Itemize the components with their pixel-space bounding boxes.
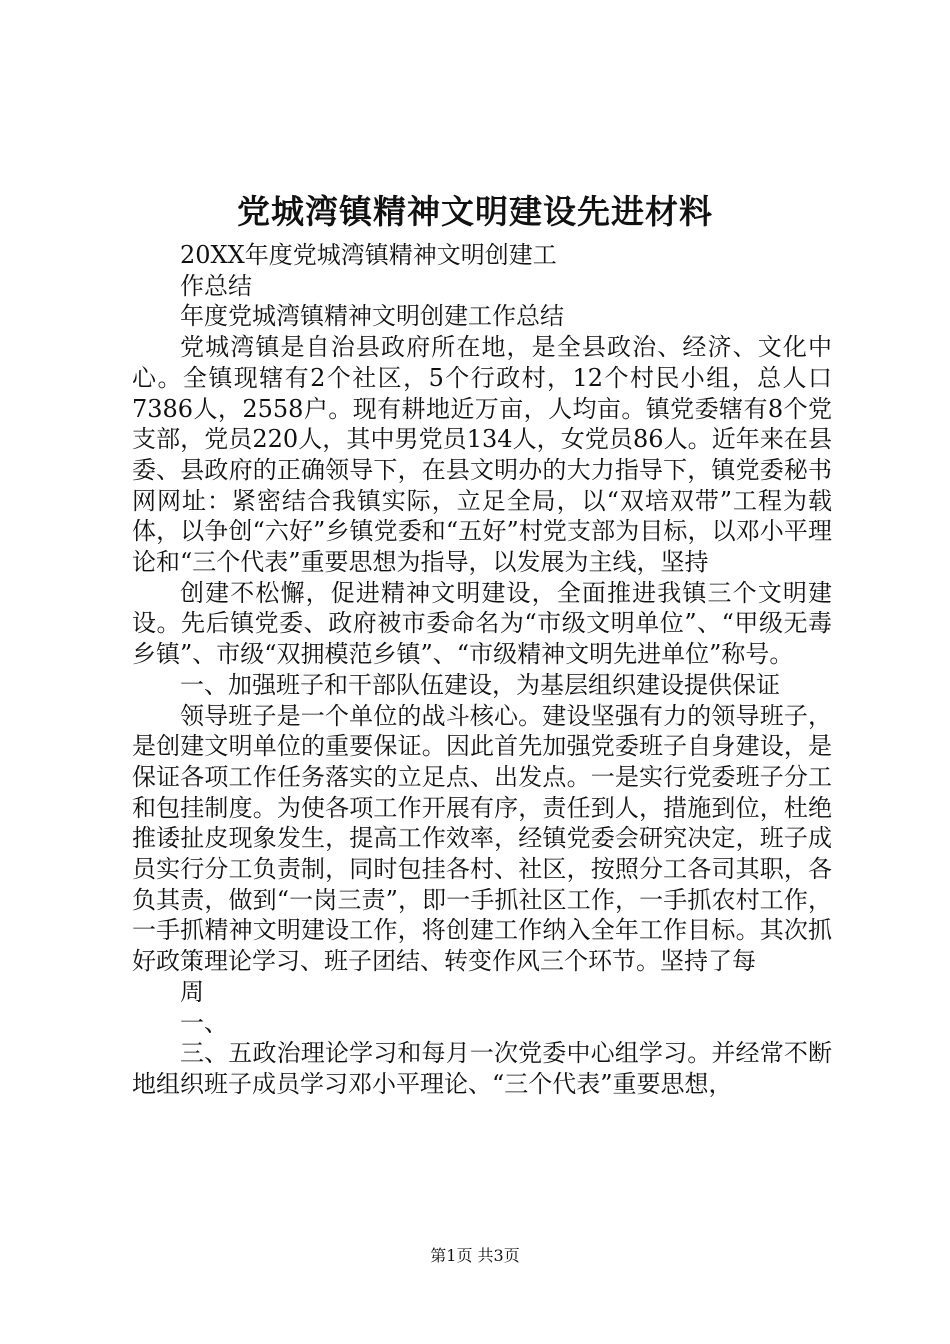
paragraph: 年度党城湾镇精神文明创建工作总结 [180, 302, 564, 331]
paragraph: 创建不松懈，促进精神文明建设，全面推进我镇三个文明建设。先后镇党委、政府被市委命名为“市级文明单位”、“甲级无毒乡镇”、市级“双拥模范乡镇”、“市级精神文明先进单位”称号。 [132, 578, 832, 669]
paragraph: 一、 [180, 1008, 228, 1037]
document-title: 党城湾镇精神文明建设先进材料 [237, 192, 713, 231]
paragraph: 党城湾镇是自治县政府所在地，是全县政治、经济、文化中心。全镇现辖有2个社区，5个行政村，12个村民小组，总人口7386人，2558户。现有耕地近万亩，人均亩。镇党委辖有8个党支部，党员220人，其中男党员134人，女党员86人。近年来在县委、县政府的正确领导下，在县文明办的大力指导下，镇党委秘书网网址：紧密结合我镇实际，立足全局，以“双培双带”工程为载体，以争创“六好”乡镇党委和“五好”村党支部为目标，以邓小平理论和“三个代表”重要思想为指导，以发展为主线，坚持 [132, 333, 832, 577]
paragraph: 作总结 [180, 271, 252, 300]
paragraph: 领导班子是一个单位的战斗核心。建设坚强有力的领导班子，是创建文明单位的重要保证。因此首先加强党委班子自身建设，是保证各项工作任务落实的立足点、出发点。一是实行党委班子分工和包挂制度。为使各项工作开展有序，责任到人，措施到位，杜绝推诿扯皮现象发生，提高工作效率，经镇党委会研究决定，班子成员实行分工负责制，同时包挂各村、社区，按照分工各司其职，各负其责，做到“一岗三责”，即一手抓社区工作，一手抓农村工作，一手抓精神文明建设工作，将创建工作纳入全年工作目标。其次抓好政策理论学习、班子团结、转变作风三个环节。坚持了每 [132, 701, 832, 976]
paragraph: 20XX年度党城湾镇精神文明创建工 [180, 241, 557, 269]
paragraph: 周 [180, 977, 204, 1006]
paragraph: 三、五政治理论学习和每月一次党委中心组学习。并经常不断地组织班子成员学习邓小平理论、“三个代表”重要思想， [132, 1039, 832, 1098]
page-footer: 第1页 共3页 [430, 1246, 520, 1265]
document-body [132, 240, 832, 1100]
section-heading: 一、加强班子和干部队伍建设，为基层组织建设提供保证 [180, 670, 780, 699]
